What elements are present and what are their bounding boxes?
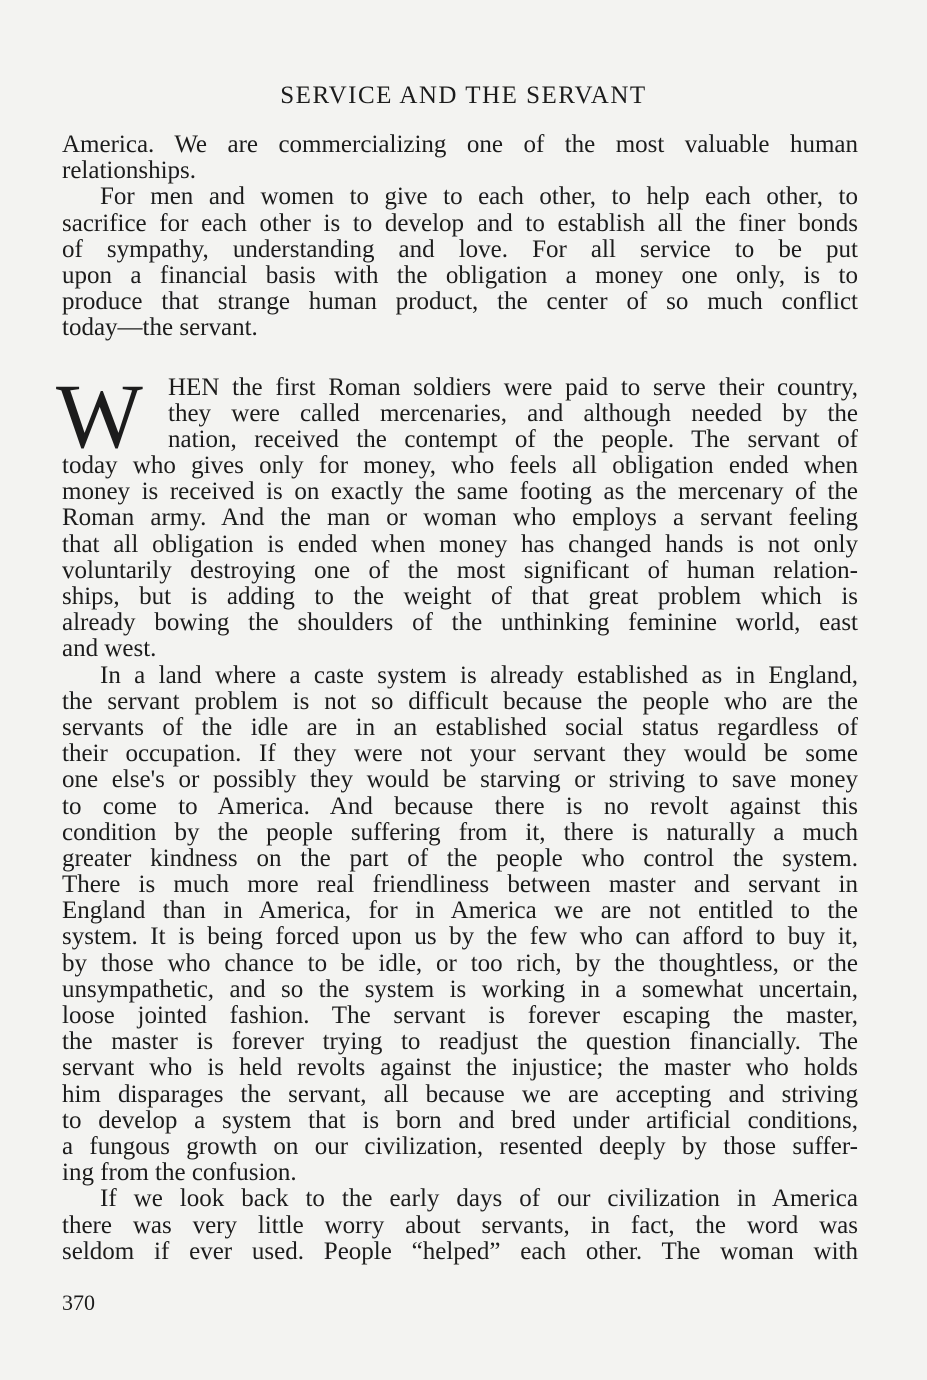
section-break	[62, 342, 858, 375]
text-line: loose jointed fashion. The servant is forever escaping the master,	[62, 1002, 858, 1029]
text-line: There is much more real friendliness between master and servant in	[62, 871, 858, 899]
text-line: of sympathy, understanding and love. For all service to be put	[62, 235, 858, 263]
paragraph-1	[62, 184, 858, 341]
text-line: For men and women to give to each other, to help each other, to	[100, 183, 858, 211]
drop-cap: W	[56, 364, 143, 467]
section-opening-paragraph	[56, 364, 858, 663]
text-line: servant who is held revolts against the injustice; the master who holds	[62, 1054, 858, 1082]
text-line: already bowing the shoulders of the unthinking feminine world, east	[62, 609, 858, 637]
text-line: that all obligation is ended when money has changed hands is not only	[62, 530, 858, 558]
text-line: nation, received the contempt of the people. The servant of	[168, 425, 858, 453]
text-line: upon a financial basis with the obligation a money one only, is to	[62, 261, 858, 289]
text-line: relationships.	[62, 157, 197, 185]
text-line: servants of the idle are in an established social status regardless of	[62, 713, 858, 741]
text-line: today—the servant.	[62, 314, 258, 342]
text-line: to develop a system that is born and bred under artificial conditions,	[62, 1106, 858, 1134]
text-line: ships, but is adding to the weight of that great problem which is	[62, 583, 858, 610]
text-line: If we look back to the early days of our civilization in America	[100, 1185, 858, 1213]
text-line: a fungous growth on our civilization, resented deeply by those suffer-	[62, 1132, 858, 1160]
text-line: unsympathetic, and so the system is working in a somewhat uncertain,	[62, 975, 858, 1003]
body-text	[56, 131, 858, 1265]
text-line: ing from the confusion.	[62, 1159, 297, 1187]
text-line: Roman army. And the man or woman who employs a servant feeling	[62, 504, 858, 532]
text-line: their occupation. If they were not your servant they would be some	[62, 740, 858, 768]
text-line: seldom if ever used. People “helped” each other. The woman with	[62, 1237, 858, 1265]
text-line: sacrifice for each other is to develop and to establish all the finer bonds	[62, 209, 858, 237]
intro-paragraph	[62, 132, 858, 184]
paragraph-2	[62, 663, 858, 1187]
text-line: money is received is on exactly the same footing as the mercenary of the	[62, 478, 858, 506]
text-line: they were called mercenaries, and although needed by the	[168, 399, 858, 427]
text-line: one else's or possibly they would be starving or striving to save money	[62, 766, 858, 794]
text-line: the master is forever trying to readjust the question financially. The	[62, 1028, 858, 1056]
page-number: 370	[62, 1290, 95, 1315]
text-line: America. We are commercializing one of the most valuable human	[62, 131, 858, 158]
text-line: produce that strange human product, the center of so much conflict	[62, 288, 858, 316]
text-line: voluntarily destroying one of the most significant of human relation-	[62, 556, 858, 584]
text-line: and west.	[62, 635, 157, 663]
text-line: greater kindness on the part of the people who control the system.	[62, 844, 858, 872]
text-line: by those who chance to be idle, or too rich, by the thoughtless, or the	[62, 949, 858, 977]
text-line: system. It is being forced upon us by the few who can afford to buy it,	[62, 923, 858, 951]
text-line: there was very little worry about servants, in fact, the word was	[62, 1211, 858, 1239]
text-line: In a land where a caste system is already established as in England,	[100, 661, 858, 689]
text-line: the servant problem is not so difficult because the people who are the	[62, 687, 858, 715]
text-line: today who gives only for money, who feels all obligation ended when	[62, 452, 858, 480]
running-title: SERVICE AND THE SERVANT	[280, 82, 647, 109]
paragraph-3	[62, 1186, 858, 1265]
text-line: condition by the people suffering from it, there is naturally a much	[62, 818, 858, 846]
text-line: HEN the first Roman soldiers were paid to serve their country,	[168, 373, 858, 401]
text-line: him disparages the servant, all because we are accepting and striving	[62, 1080, 858, 1108]
text-line: to come to America. And because there is no revolt against this	[62, 792, 858, 820]
text-line: England than in America, for in America we are not entitled to the	[62, 897, 858, 925]
